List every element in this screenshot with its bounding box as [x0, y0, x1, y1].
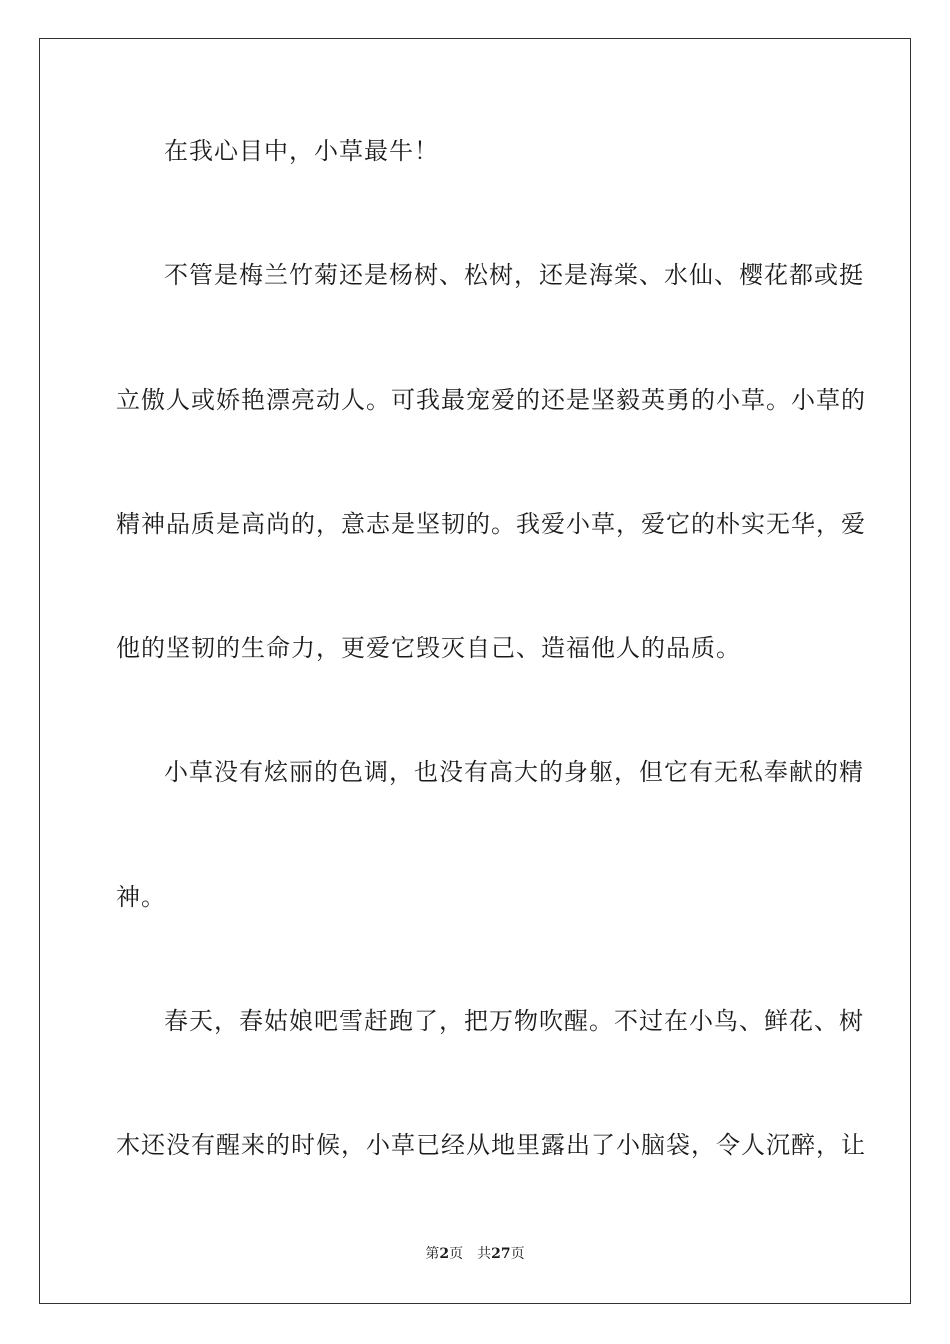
- paragraph-2-line-4: 他的坚韧的生命力，更爱它毁灭自己、造福他人的品质。: [116, 634, 741, 662]
- paragraph-2-line-2: 立傲人或娇艳漂亮动人。可我最宠爱的还是坚毅英勇的小草。小草的: [116, 386, 866, 414]
- page-footer: [0, 1245, 950, 1263]
- footer-page-number: 2: [439, 1246, 450, 1262]
- paragraph-4-line-2: 木还没有醒来的时候，小草已经从地里露出了小脑袋，令人沉醉，让: [116, 1131, 866, 1159]
- footer-page-suffix: 页: [449, 1246, 464, 1262]
- paragraph-2-line-1: 不管是梅兰竹菊还是杨树、松树，还是海棠、水仙、樱花都或挺: [164, 261, 864, 289]
- paragraph-3-line-2: 神。: [116, 883, 166, 911]
- paragraph-4-line-1: 春天，春姑娘吧雪赶跑了，把万物吹醒。不过在小鸟、鲜花、树: [164, 1007, 864, 1035]
- footer-total-suffix: 页: [510, 1246, 525, 1262]
- paragraph-1-line-1: 在我心目中，小草最牛！: [164, 137, 439, 165]
- page-border: [39, 38, 911, 1304]
- footer-total-pages: 27: [491, 1246, 511, 1262]
- paragraph-3-line-1: 小草没有炫丽的色调，也没有高大的身躯，但它有无私奉献的精: [164, 758, 864, 786]
- paragraph-2-line-3: 精神品质是高尚的，意志是坚韧的。我爱小草，爱它的朴实无华，爱: [116, 510, 866, 538]
- footer-total-prefix: 共: [477, 1246, 492, 1262]
- footer-page-prefix: 第: [425, 1246, 440, 1262]
